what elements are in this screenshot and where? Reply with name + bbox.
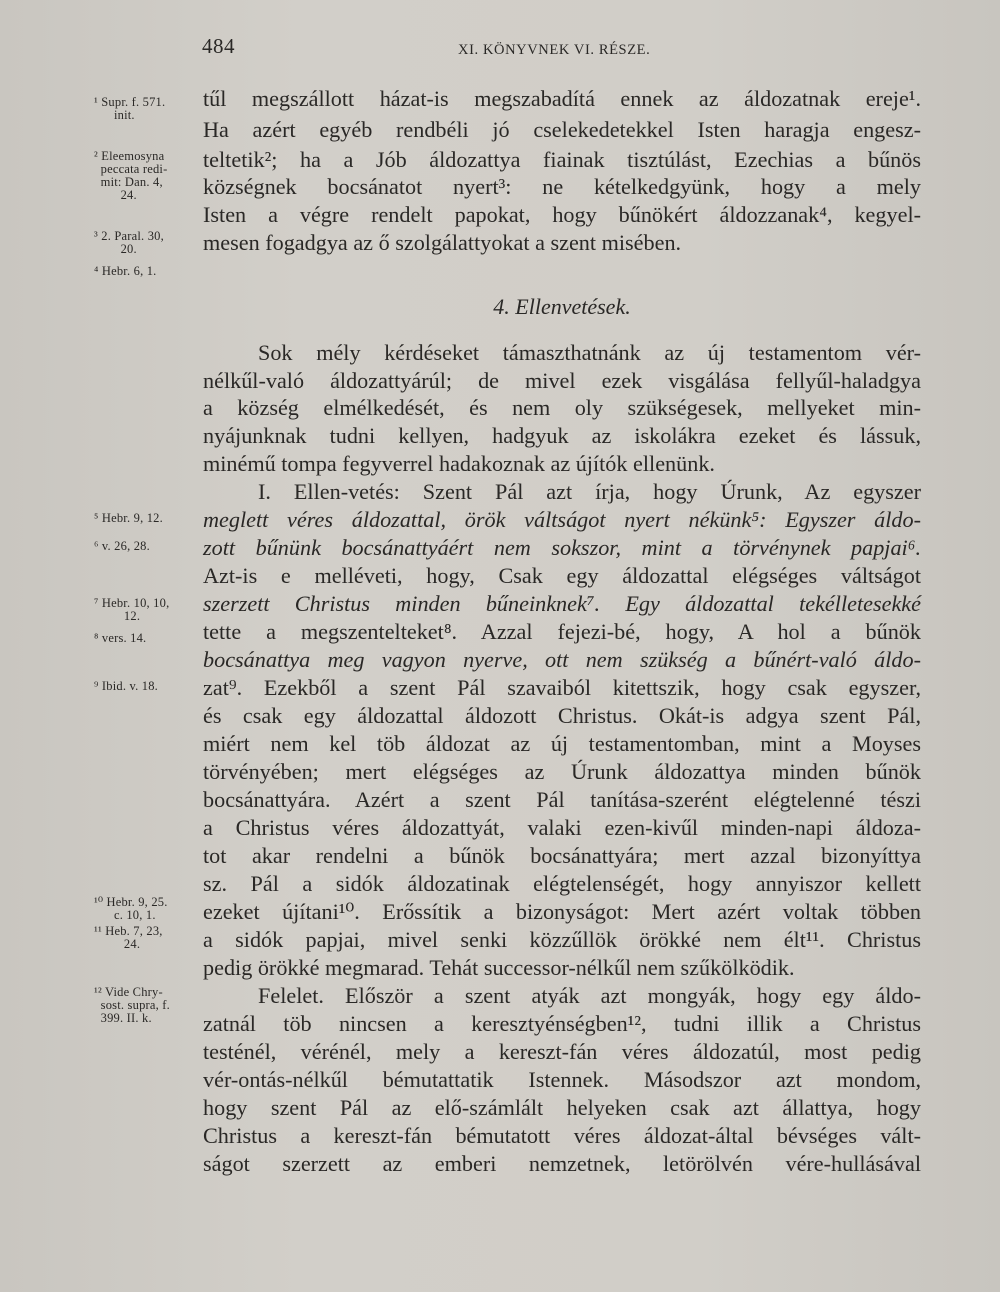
text-line: Ha azért egyéb rendbéli jó cselekedetekkel Isten haragja engesz- xyxy=(203,117,921,142)
section-heading: 4. Ellenvetések. xyxy=(493,294,631,319)
margin-note: ¹² Vide Chry- sost. supra, f. 399. II. k. xyxy=(94,985,170,1025)
text-line: ezeket újítani¹⁰. Erőssítik a bizonyságot: Mert azért voltak többen xyxy=(203,899,921,924)
page-number: 484 xyxy=(202,34,235,58)
text-line: Christus a kereszt-fán bémutatott véres áldozat-által bévséges vált- xyxy=(203,1123,921,1148)
margin-note: ² Eleemosyna peccata redi- mit: Dan. 4, 24. xyxy=(94,149,168,202)
text-line: bocsánattyára. Azért a szent Pál tanítása-szerént elégtelenné tészi xyxy=(203,787,921,812)
text-line: miért nem kel töb áldozat az új testamentomban, mint a Moyses xyxy=(203,731,921,756)
text-line: tette a megszentelteket⁸. Azzal fejezi-bé, hogy, A hol a bűnök xyxy=(203,619,921,644)
text-line: Azt-is e melléveti, hogy, Csak egy áldozattal elégséges váltságot xyxy=(203,563,921,588)
margin-note: ⁶ v. 26, 28. xyxy=(94,539,150,553)
text-line: a község elmélkedését, és nem oly szükségesek, mellyeket min- xyxy=(203,395,921,420)
text-line: sz. Pál a sidók áldozatinak elégtelenségét, hogy annyiszor kellett xyxy=(203,871,921,896)
text-line: a sidók papjai, mivel senki közzűllök örökké nem élt¹¹. Christus xyxy=(203,927,921,952)
text-line: Sok mély kérdéseket támaszthatnánk az új testamentom vér- xyxy=(258,340,921,365)
margin-note: ⁹ Ibid. v. 18. xyxy=(94,679,158,693)
text-line: testénél, vérénél, mely a kereszt-fán véres áldozatúl, most pedig xyxy=(203,1039,921,1064)
text-line: községnek bocsánatot nyert³: ne kételkedgyünk, hogy a mely xyxy=(203,174,921,199)
margin-note: ⁴ Hebr. 6, 1. xyxy=(94,264,157,278)
text-line: mesen fogadgya az ő szolgálattyokat a szent misében. xyxy=(203,230,682,255)
text-line: meglett véres áldozattal, örök váltságot nyert nékünk⁵: Egyszer áldo- xyxy=(203,507,921,532)
text-line: törvényében; mert elégséges az Úrunk áldozattya minden bűnök xyxy=(203,759,921,784)
text-line: zott bűnünk bocsánattyáért nem sokszor, mint a törvénynek papjai⁶. xyxy=(203,535,921,560)
text-line: a Christus véres áldozattyát, valaki ezen-kivűl minden-napi áldoza- xyxy=(203,815,921,840)
margin-note: ¹ Supr. f. 571. init. xyxy=(94,95,166,122)
text-line: nyájunknak tudni kellyen, hadgyuk az iskolákra ezeket és lássuk, xyxy=(203,423,921,448)
margin-note: ⁸ vers. 14. xyxy=(94,631,147,645)
text-line: és csak egy áldozattal áldozott Christus. Okát-is adgya szent Pál, xyxy=(203,703,921,728)
margin-note: ⁷ Hebr. 10, 10, 12. xyxy=(94,596,170,623)
text-line: Felelet. Először a szent atyák azt mongyák, hogy egy áldo- xyxy=(258,983,921,1008)
margin-note: ¹¹ Heb. 7, 23, 24. xyxy=(94,924,163,951)
running-title: XI. KÖNYVNEK VI. RÉSZE. xyxy=(458,42,651,58)
text-line: teltetik²; ha a Jób áldozattya fiainak tisztúlást, Ezechias a bűnös xyxy=(203,147,921,172)
margin-note: ⁵ Hebr. 9, 12. xyxy=(94,511,163,525)
text-line: bocsánattya meg vagyon nyerve, ott nem szükség a bűnért-való áldo- xyxy=(203,647,921,672)
text-line: hogy szent Pál az elő-számlált helyeken csak azt állattya, hogy xyxy=(203,1095,921,1120)
text-line: szerzett Christus minden bűneinknek⁷. Egy áldozattal tekélletesekké xyxy=(203,591,921,616)
text-line: zatnál töb nincsen a keresztyénségben¹², tudni illik a Christus xyxy=(203,1011,921,1036)
text-line: vér-ontás-nélkűl bémutattatik Istennek. Másodszor azt mondom, xyxy=(203,1067,921,1092)
text-line: minémű tompa fegyverrel hadakoznak az újítók ellenünk. xyxy=(203,451,715,476)
text-line: tot akar rendelni a bűnök bocsánattyára; mert azzal bizonyíttya xyxy=(203,843,921,868)
text-line: I. Ellen-vetés: Szent Pál azt írja, hogy Úrunk, Az egyszer xyxy=(258,479,921,504)
text-line: zat⁹. Ezekből a szent Pál szavaiból kitettszik, hogy csak egyszer, xyxy=(203,675,921,700)
text-line: pedig örökké megmarad. Tehát successor-nélkűl nem szűkölködik. xyxy=(203,955,795,980)
margin-note: ¹⁰ Hebr. 9, 25. c. 10, 1. xyxy=(94,895,168,922)
margin-note: ³ 2. Paral. 30, 20. xyxy=(94,229,164,256)
text-line: ságot szerzett az emberi nemzetnek, letörölvén vére-hullásával xyxy=(203,1151,921,1176)
text-line: nélkűl-való áldozattyárúl; de mivel ezek visgálása fellyűl-haladgya xyxy=(203,368,921,393)
text-line: Isten a végre rendelt papokat, hogy bűnökért áldozzanak⁴, kegyel- xyxy=(203,202,921,227)
text-line: tűl megszállott házat-is megszabadítá ennek az áldozatnak ereje¹. xyxy=(203,86,921,111)
